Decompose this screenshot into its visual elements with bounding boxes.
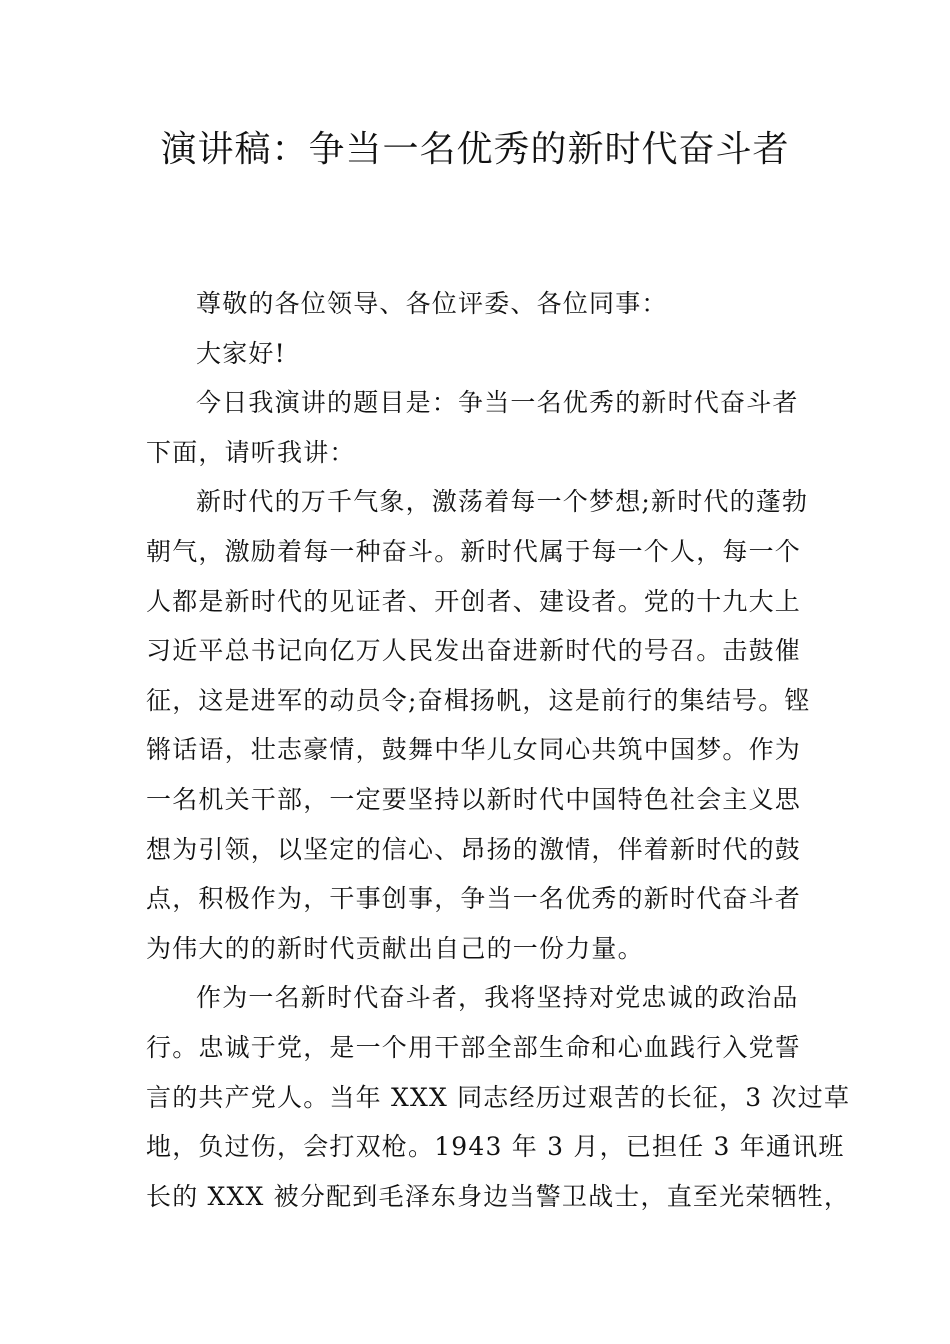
paragraph-line: 朝气，激励着每一种奋斗。新时代属于每一个人，每一个	[146, 536, 802, 566]
paragraph-line: 大家好!	[196, 338, 286, 368]
paragraph-line: 地，负过伤，会打双枪。1943 年 3 月，已担任 3 年通讯班	[146, 1132, 845, 1162]
document-body	[146, 279, 851, 1221]
paragraph-line: 人都是新时代的见证者、开创者、建设者。党的十九大上	[146, 586, 802, 616]
paragraph-line: 锵话语，壮志豪情，鼓舞中华儿女同心共筑中国梦。作为	[146, 735, 802, 765]
paragraph-line: 长的 XXX 被分配到毛泽东身边当警卫战士，直至光荣牺牲，	[146, 1181, 851, 1211]
paragraph-line: 点，积极作为，干事创事，争当一名优秀的新时代奋斗者	[146, 884, 802, 914]
paragraph-line: 新时代的万千气象，激荡着每一个梦想;新时代的蓬勃	[196, 487, 809, 517]
paragraph-line: 言的共产党人。当年 XXX 同志经历过艰苦的长征，3 次过草	[146, 1082, 851, 1112]
paragraph-line: 一名机关干部，一定要坚持以新时代中国特色社会主义思	[146, 784, 802, 814]
paragraph-line: 习近平总书记向亿万人民发出奋进新时代的号召。击鼓催	[146, 636, 802, 666]
paragraph-line: 尊敬的各位领导、各位评委、各位同事：	[196, 289, 668, 318]
paragraph-line: 下面，请听我讲：	[146, 437, 356, 467]
paragraph-line: 想为引领，以坚定的信心、昂扬的激情，伴着新时代的鼓	[146, 834, 802, 864]
paragraph-line: 作为一名新时代奋斗者，我将坚持对党忠诚的政治品	[196, 983, 799, 1013]
paragraph-line: 行。忠诚于党，是一个用干部全部生命和心血践行入党誓	[146, 1032, 802, 1062]
paragraph-line: 为伟大的的新时代贡献出自己的一份力量。	[146, 933, 644, 963]
paragraph-line: 征，这是进军的动员令;奋楫扬帆，这是前行的集结号。铿	[146, 685, 811, 715]
paragraph-line: 今日我演讲的题目是：争当一名优秀的新时代奋斗者	[196, 388, 799, 418]
document-title: 演讲稿：争当一名优秀的新时代奋斗者	[160, 129, 790, 170]
